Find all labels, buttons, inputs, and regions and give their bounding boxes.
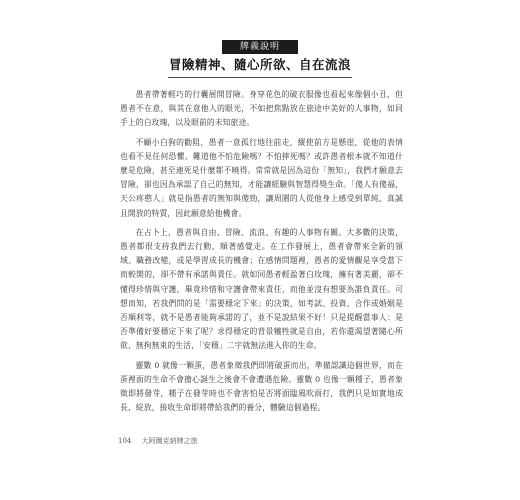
paragraph-3: 在占卜上，愚者與自由、冒險、流浪、有趣的人事物有關。大多數的決策，愚者都很支持我們去行動、順著感覺走。在工作發展上，愚者會帶來全新的領域、職務改變，或是學習成長的機會；在感情問題裡，愚者的愛情觀是享受當下而較開的，卻不帶有承諾與責任。就如同愚者輕盈著白玫瑰，擁有著美麗，卻不懂得珍惜與守護，畢竟珍惜和守護會帶來責任，而他並沒有想要為誰負責任。可想而知，若我們問的是「需要穩定下來」的決策，如考試、投資、合作或婚姻是否順利等，就不是愚者能夠承諾的了，並不是說結果不好！只是提醒當事人：是否準備好要穩定下來了呢？求得穩定的背景犧牲就是自由，若你還渴望著隨心所欲、無拘無束的生活，「安穩」二字就無法進入你的生命。 [120,227,403,351]
paragraph-2: 不顧小白狗的勸阻，愚者一意孤行地往前走，縱使前方是懸崖，從他的表情也看不見任何恐懼。難道他不怕危險嗎？不怕摔死嗎？或許愚者根本就不知道什麼是危險，甚至連死是什麼都不曉得。常常就是因為這份「無知」，我們才願意去冒險，卻也因為承認了自己的無知，才能讓經驗與智慧得獎生命。「傻人有傻福，天公疼憨人」就是指愚者的無知與傻勁，讓周圍的人從他身上感受到單純、真誠且開放的特質，因此願意給他機會。 [120,137,403,218]
page-title: 冒險精神、隨心所欲、自在流浪 [168,57,351,72]
section-label: 牌義說明 [222,40,298,54]
body-text [120,88,403,420]
page-footer [118,436,206,446]
title-divider [168,77,352,78]
page-number: 104 [118,437,132,445]
paragraph-4: 靈數 0 就像一顆蛋，愚者象徵我們即將破蛋而出，準備認識這個世界，而在蛋裡面的生命不會擔心誕生之後會不會遭遇危險。靈數 0 也像一顆種子，愚者象徵即將發芽，種子在發芽時也不會害怕是否將面臨風吹雨打，我們只是如實地成長、綻放，接收生命即將帶給我們的養分，體驗這個過程。 [120,360,403,413]
book-title: 大阿爾克納牌之旅 [141,437,198,445]
paragraph-1: 愚者帶著輕巧的行囊展開冒險。身穿花色的破衣服像也看起來像個小丑，但愚者不在意，與其在意他人的眼光，不如把焦點放在旅途中美好的人事物，如同手上的白玫瑰，以及眼前的未知旅途。 [120,90,403,128]
